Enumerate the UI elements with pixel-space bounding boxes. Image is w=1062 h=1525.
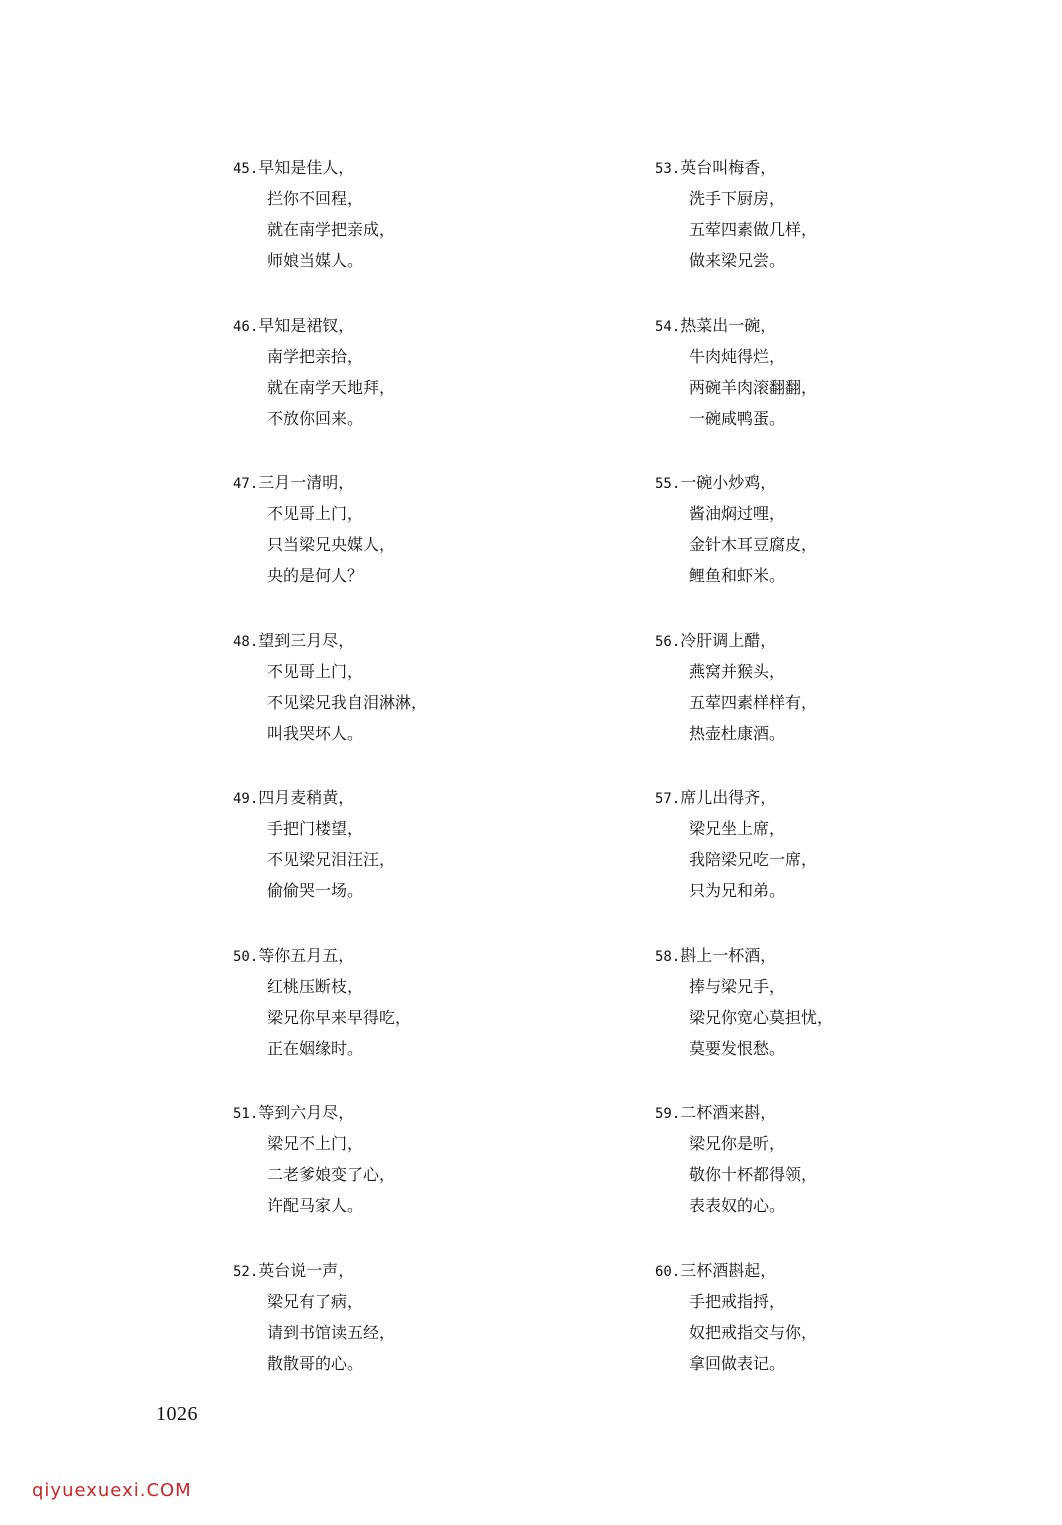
- stanza-line: 不见哥上门，: [267, 661, 364, 681]
- stanza-line: 热壶杜康酒。: [689, 723, 786, 743]
- stanza-line: 正在姻缘时。: [267, 1038, 364, 1058]
- stanza-line: 师娘当媒人。: [267, 251, 364, 270]
- stanza-line: 不见哥上门，: [267, 504, 364, 523]
- stanza-number: 52.: [233, 1263, 259, 1280]
- stanza-line: 59.二杯酒来斟，: [655, 1103, 777, 1122]
- stanza-line: 偷偷哭一场。: [267, 881, 364, 900]
- stanza-60: [655, 1255, 833, 1413]
- stanza-line: 两碗羊肉滚翻翻，: [689, 377, 818, 397]
- stanza-line: 55.一碗小炒鸡，: [655, 473, 777, 492]
- stanza-line: 拦你不回程，: [267, 189, 364, 208]
- stanza-51: [233, 1097, 427, 1255]
- stanza-line: 只当梁兄央媒人，: [267, 535, 396, 554]
- stanza-line: 做来梁兄尝。: [689, 251, 786, 270]
- stanza-line: 捧与梁兄手，: [689, 976, 786, 996]
- stanza-line: 60.三杯酒斟起，: [655, 1260, 777, 1280]
- stanza-50: [233, 940, 427, 1098]
- stanza-line: 梁兄你早来早得吃，: [267, 1007, 412, 1027]
- stanza-number: 47.: [233, 476, 259, 492]
- stanza-line: 敬你十杯都得领，: [689, 1165, 818, 1184]
- stanza-number: 46.: [233, 318, 259, 335]
- stanza-line: 只为兄和弟。: [689, 881, 786, 900]
- stanza-number: 57.: [655, 791, 681, 807]
- stanza-line: 不见梁兄我自泪淋淋，: [267, 692, 428, 712]
- stanza-line: 就在南学把亲成，: [267, 220, 396, 239]
- stanza-line: 57.席儿出得齐，: [655, 788, 777, 807]
- stanza-56: [655, 625, 833, 783]
- stanza-line: 南学把亲拾，: [267, 346, 364, 366]
- stanza-line: 梁兄不上门，: [267, 1134, 364, 1153]
- stanza-number: 54.: [655, 318, 681, 335]
- page-number: 1026: [156, 1403, 198, 1425]
- stanza-46: [233, 310, 427, 468]
- stanza-number: 55.: [655, 476, 681, 492]
- stanza-line: 不放你回来。: [267, 408, 364, 428]
- stanza-57: [655, 782, 833, 940]
- stanza-number: 45.: [233, 161, 259, 177]
- stanza-number: 49.: [233, 791, 259, 807]
- stanza-line: 请到书馆读五经，: [267, 1322, 396, 1342]
- stanza-line: 梁兄你是听，: [689, 1134, 786, 1153]
- stanza-line: 鲤鱼和虾米。: [689, 566, 786, 585]
- stanza-line: 54.热菜出一碗，: [655, 315, 777, 335]
- stanza-line: 我陪梁兄吃一席，: [689, 850, 818, 869]
- stanza-line: 49.四月麦稍黄，: [233, 788, 355, 807]
- stanza-line: 莫要发恨愁。: [689, 1038, 786, 1058]
- stanza-line: 金针木耳豆腐皮，: [689, 535, 818, 554]
- stanza-number: 48.: [233, 633, 259, 650]
- stanza-line: 燕窝并猴头，: [689, 661, 786, 681]
- stanza-line: 52.英台说一声，: [233, 1260, 355, 1280]
- stanza-line: 手把门楼望，: [267, 819, 364, 838]
- stanza-line: 梁兄有了病，: [267, 1291, 364, 1311]
- stanza-line: 牛肉炖得烂，: [689, 346, 786, 366]
- stanza-line: 53.英台叫梅香，: [655, 158, 777, 177]
- stanza-line: 58.斟上一杯酒，: [655, 945, 777, 965]
- stanza-48: [233, 625, 427, 783]
- stanza-line: 50.等你五月五，: [233, 945, 355, 965]
- stanza-line: 叫我哭坏人。: [267, 723, 364, 743]
- stanza-52: [233, 1255, 427, 1413]
- stanza-47: [233, 467, 427, 625]
- stanza-line: 46.早知是裙钗，: [233, 315, 355, 335]
- stanza-45: [233, 152, 427, 310]
- stanza-line: 56.冷肝调上醋，: [655, 630, 777, 650]
- stanza-49: [233, 782, 427, 940]
- stanza-line: 一碗咸鸭蛋。: [689, 408, 786, 428]
- stanza-line: 洗手下厨房，: [689, 189, 786, 208]
- stanza-number: 60.: [655, 1263, 681, 1280]
- stanza-line: 表表奴的心。: [689, 1196, 786, 1215]
- stanza-line: 不见梁兄泪汪汪，: [267, 850, 396, 869]
- stanza-line: 手把戒指捋，: [689, 1291, 786, 1311]
- stanza-line: 奴把戒指交与你，: [689, 1322, 818, 1342]
- stanza-line: 梁兄你宽心莫担忧，: [689, 1007, 834, 1027]
- stanza-number: 56.: [655, 633, 681, 650]
- stanza-number: 50.: [233, 948, 259, 965]
- stanza-line: 就在南学天地拜，: [267, 377, 396, 397]
- stanza-number: 51.: [233, 1106, 259, 1122]
- stanza-number: 53.: [655, 161, 681, 177]
- right-column: [655, 152, 833, 1412]
- stanza-59: [655, 1097, 833, 1255]
- stanza-line: 红桃压断枝，: [267, 976, 364, 996]
- stanza-line: 酱油焖过哩，: [689, 504, 786, 523]
- stanza-line: 五荤四素做几样，: [689, 220, 818, 239]
- stanza-line: 央的是何人？: [267, 566, 364, 585]
- stanza-line: 许配马家人。: [267, 1196, 364, 1215]
- stanza-58: [655, 940, 833, 1098]
- stanza-line: 散散哥的心。: [267, 1353, 364, 1373]
- stanza-line: 五荤四素样样有，: [689, 692, 818, 712]
- stanza-55: [655, 467, 833, 625]
- stanza-number: 58.: [655, 948, 681, 965]
- stanza-line: 拿回做表记。: [689, 1353, 786, 1373]
- left-column: [233, 152, 427, 1412]
- stanza-line: 45.早知是佳人，: [233, 158, 355, 177]
- stanza-line: 51.等到六月尽，: [233, 1103, 355, 1122]
- stanza-line: 二老爹娘变了心，: [267, 1165, 396, 1184]
- stanza-line: 48.望到三月尽，: [233, 630, 355, 650]
- stanza-line: 47.三月一清明，: [233, 473, 355, 492]
- watermark: qiyuexuexi.COM: [32, 1480, 192, 1501]
- stanza-53: [655, 152, 833, 310]
- stanza-line: 梁兄坐上席，: [689, 819, 786, 838]
- stanza-54: [655, 310, 833, 468]
- stanza-number: 59.: [655, 1106, 681, 1122]
